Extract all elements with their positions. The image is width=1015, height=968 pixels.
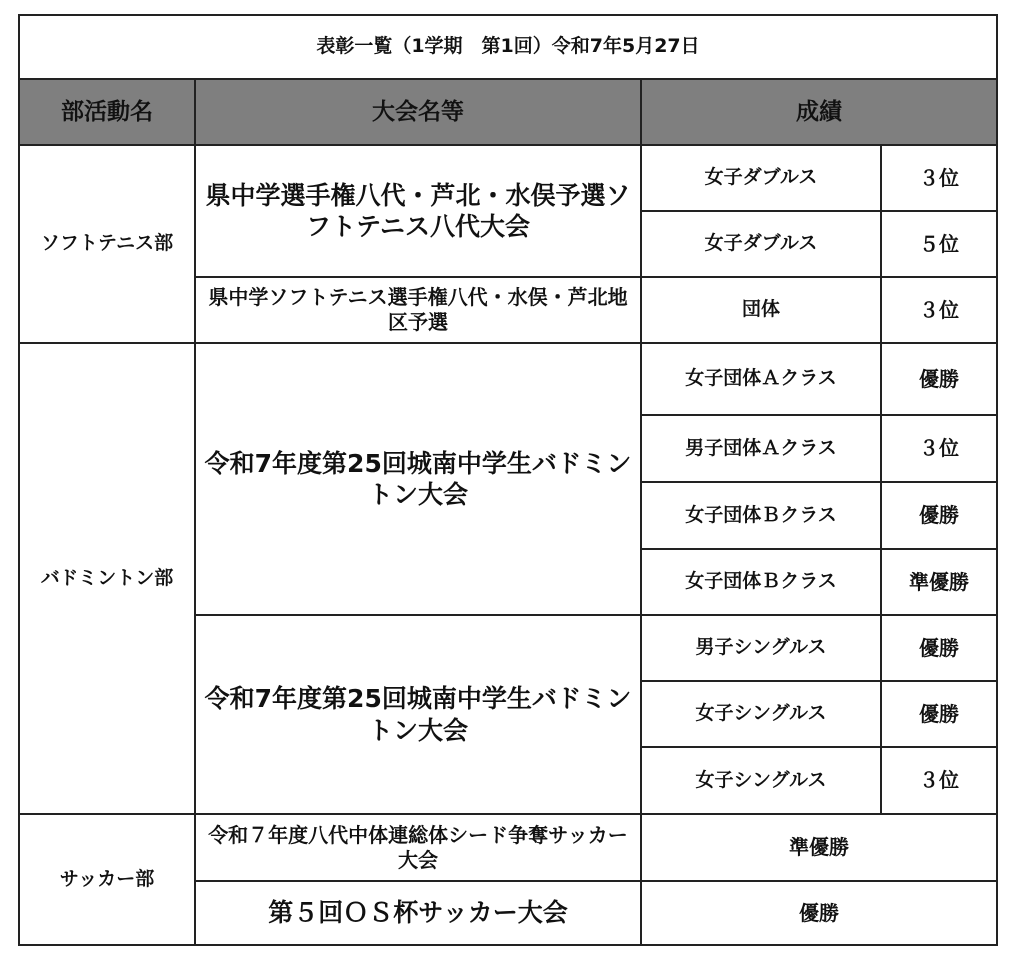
category-cell: 団体 bbox=[642, 278, 882, 344]
competition-soccer-2: 第５回ＯＳ杯サッカー大会 bbox=[196, 882, 642, 944]
category-cell: 女子ダブルス bbox=[642, 146, 882, 212]
category-cell: 男子団体Ａクラス bbox=[642, 416, 882, 483]
rank-cell: 優勝 bbox=[882, 616, 996, 682]
result-soccer-2: 優勝 bbox=[799, 900, 839, 925]
club-softtennis: ソフトテニス部 bbox=[20, 146, 196, 344]
category-cell: 女子団体Ｂクラス bbox=[642, 550, 882, 616]
rank-cell: ５位 bbox=[882, 212, 996, 278]
competition-softtennis-1: 県中学選手権八代・芦北・水俣予選ソフトテニス八代大会 bbox=[196, 146, 642, 278]
competition-soccer-1: 令和７年度八代中体連総体シード争奪サッカー大会 bbox=[196, 815, 642, 882]
rank-cell: ３位 bbox=[882, 146, 996, 212]
rank-cell: 優勝 bbox=[882, 483, 996, 550]
competition-softtennis-2: 県中学ソフトテニス選手権八代・水俣・芦北地区予選 bbox=[196, 278, 642, 344]
category-cell: 女子シングルス bbox=[642, 682, 882, 748]
club-soccer: サッカー部 bbox=[20, 815, 196, 944]
category-cell: 男子シングルス bbox=[642, 616, 882, 682]
header-competition: 大会名等 bbox=[196, 80, 642, 146]
competition-badminton-1: 令和7年度第25回城南中学生バドミントン大会 bbox=[196, 344, 642, 616]
rank-cell: 準優勝 bbox=[882, 550, 996, 616]
club-badminton: バドミントン部 bbox=[20, 344, 196, 815]
category-cell: 女子団体Ａクラス bbox=[642, 344, 882, 416]
category-cell: 女子団体Ｂクラス bbox=[642, 483, 882, 550]
rank-cell: 優勝 bbox=[882, 682, 996, 748]
table-title: 表彰一覧（1学期 第1回）令和7年5月27日 bbox=[20, 16, 996, 80]
competition-badminton-2: 令和7年度第25回城南中学生バドミントン大会 bbox=[196, 616, 642, 815]
result-soccer-1: 準優勝 bbox=[642, 815, 996, 882]
category-cell: 女子ダブルス bbox=[642, 212, 882, 278]
rank-cell: ３位 bbox=[882, 416, 996, 483]
header-club: 部活動名 bbox=[20, 80, 196, 146]
rank-cell: ３位 bbox=[882, 748, 996, 815]
category-cell: 女子シングルス bbox=[642, 748, 882, 815]
rank-cell: 優勝 bbox=[882, 344, 996, 416]
award-table bbox=[18, 14, 998, 946]
rank-cell: ３位 bbox=[882, 278, 996, 344]
header-result: 成績 bbox=[642, 80, 996, 146]
